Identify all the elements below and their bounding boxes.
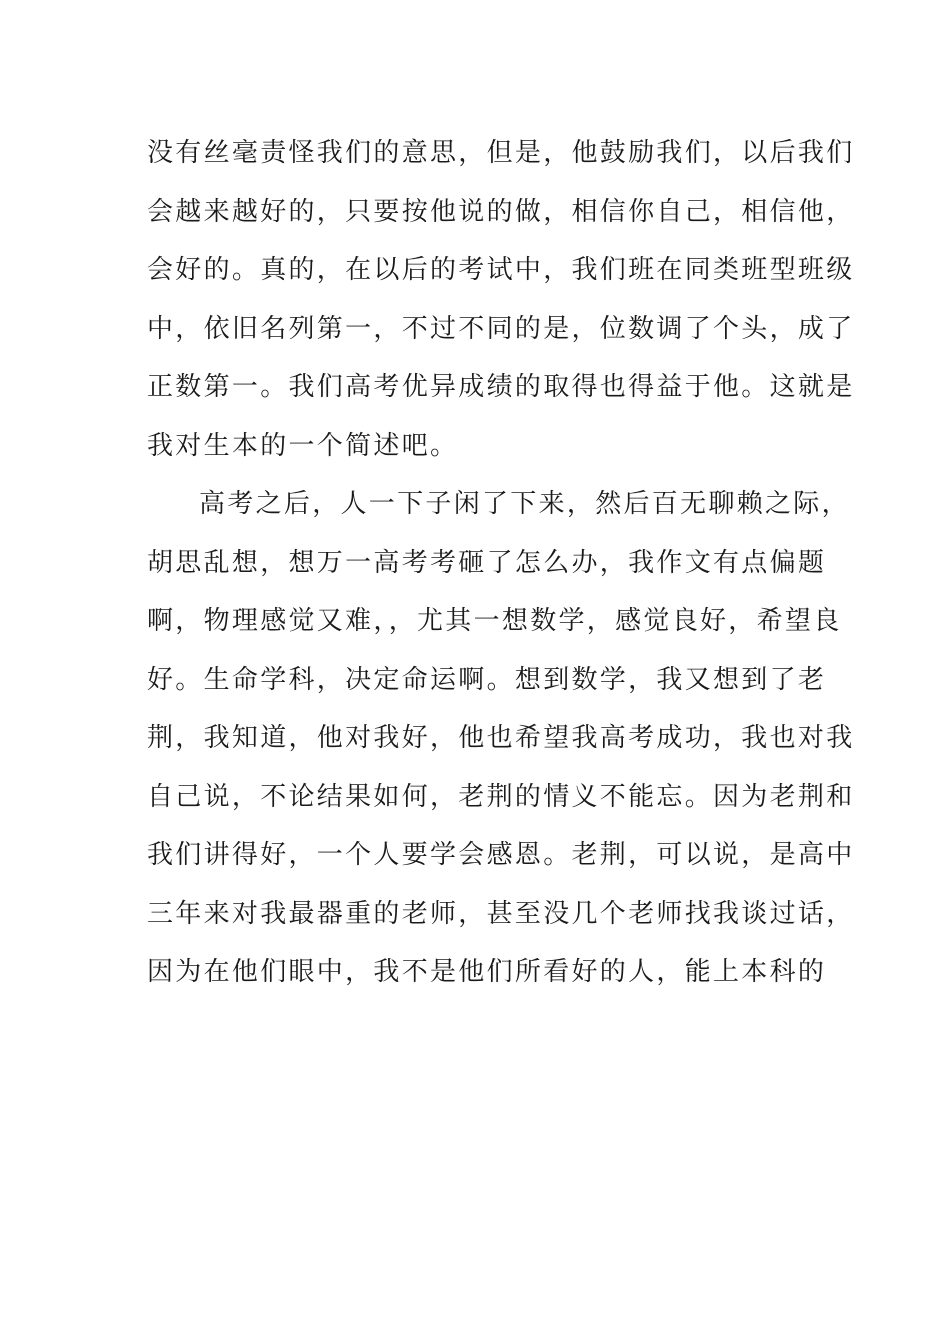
text-line: 好。生命学科，决定命运啊。想到数学，我又想到了老 <box>147 664 827 695</box>
paragraph-first-line: 高考之后，人一下子闲了下来，然后百无聊赖之际， <box>199 489 850 519</box>
text-line: 三年来对我最器重的老师，甚至没几个老师找我谈过话， <box>147 898 855 929</box>
text-line: 胡思乱想，想万一高考考砸了怎么办，我作文有点偏题 <box>147 547 827 578</box>
text-line: 因为在他们眼中，我不是他们所看好的人，能上本科的 <box>147 957 827 987</box>
text-line: 我对生本的一个简述吧。 <box>147 430 459 461</box>
text-line: 会越来越好的，只要按他说的做，相信你自己，相信他， <box>147 196 855 227</box>
text-line: 我们讲得好，一个人要学会感恩。老荆，可以说，是高中 <box>147 840 855 870</box>
document-body <box>147 128 855 1006</box>
text-line: 没有丝毫责怪我们的意思，但是，他鼓励我们，以后我们 <box>147 138 855 168</box>
text-line: 自己说，不论结果如何，老荆的情义不能忘。因为老荆和 <box>147 781 855 812</box>
text-line: 中，依旧名列第一，不过不同的是，位数调了个头，成了 <box>147 313 855 344</box>
text-line: 啊，物理感觉又难，，尤其一想数学，感觉良好，希望良 <box>147 606 842 636</box>
text-line: 会好的。真的，在以后的考试中，我们班在同类班型班级 <box>147 255 855 285</box>
text-line: 荆，我知道，他对我好，他也希望我高考成功，我也对我 <box>147 723 855 753</box>
text-line: 正数第一。我们高考优异成绩的取得也得益于他。这就是 <box>147 372 855 402</box>
